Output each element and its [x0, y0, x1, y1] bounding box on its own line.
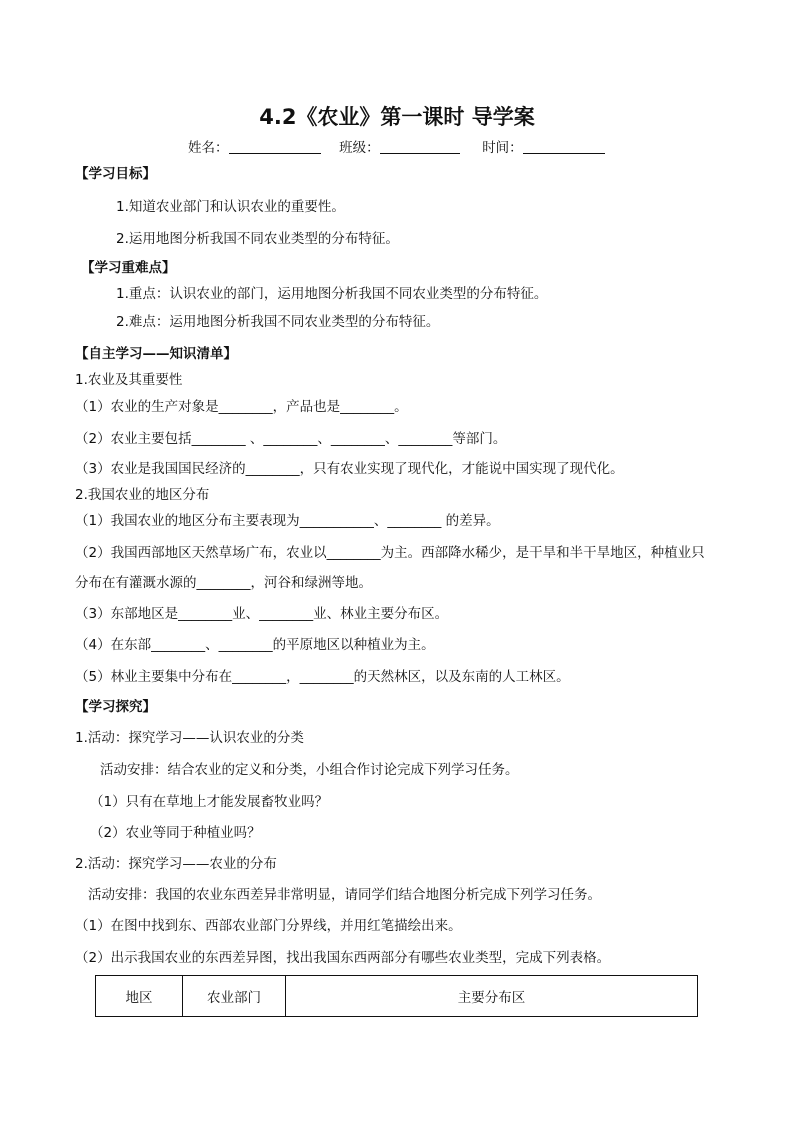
fill-blank-question: （3）东部地区是________业、________业、林业主要分布区。	[75, 606, 449, 622]
fill-blank-question: （3）农业是我国国民经济的________，只有农业实现了现代化，才能说中国实现了现代化。	[75, 461, 624, 477]
name-blank[interactable]	[229, 139, 321, 154]
table-header-row	[96, 976, 698, 1017]
activity-question: （2）出示我国农业的东西差异图，找出我国东西两部分有哪些农业类型，完成下列表格。	[75, 950, 611, 966]
activity-plan: 活动安排：我国的农业东西差异非常明显，请同学们结合地图分析完成下列学习任务。	[88, 887, 601, 903]
fill-blank-question: （1）农业的生产对象是________，产品也是________。	[75, 399, 408, 415]
key-points-header: 【学习重难点】	[81, 260, 176, 276]
class-label: 班级：	[339, 140, 380, 156]
time-blank[interactable]	[523, 139, 605, 154]
explore-header: 【学习探究】	[75, 699, 156, 715]
activity-title: 2.活动：探究学习——农业的分布	[75, 856, 277, 872]
section-heading: 2.我国农业的地区分布	[75, 487, 210, 503]
fill-blank-question: （2）农业主要包括________ 、________、________、________等部门。	[75, 431, 507, 447]
fill-blank-question: （4）在东部________、________的平原地区以种植业为主。	[75, 637, 435, 653]
activity-question: （1）只有在草地上才能发展畜牧业吗？	[90, 794, 329, 810]
goal-item: 1.知道农业部门和认识农业的重要性。	[116, 199, 345, 215]
student-info-row	[188, 139, 605, 157]
table-header-cell: 地区	[96, 976, 183, 1017]
fill-blank-question: （2）我国西部地区天然草场广布，农业以________为主。西部降水稀少，是干旱和半干旱地区，种植业只	[75, 545, 705, 561]
goal-item: 2.运用地图分析我国不同农业类型的分布特征。	[116, 231, 399, 247]
distribution-table	[95, 975, 698, 1017]
section-heading: 1.农业及其重要性	[75, 372, 183, 388]
table-header-cell: 主要分布区	[286, 976, 698, 1017]
class-blank[interactable]	[380, 139, 460, 154]
activity-plan: 活动安排：结合农业的定义和分类，小组合作讨论完成下列学习任务。	[100, 762, 519, 778]
key-point-item: 1.重点：认识农业的部门，运用地图分析我国不同农业类型的分布特征。	[116, 286, 548, 302]
key-point-item: 2.难点：运用地图分析我国不同农业类型的分布特征。	[116, 314, 440, 330]
activity-title: 1.活动：探究学习——认识农业的分类	[75, 730, 304, 746]
goals-header: 【学习目标】	[75, 166, 156, 182]
activity-question: （1）在图中找到东、西部农业部门分界线，并用红笔描绘出来。	[75, 918, 462, 934]
self-study-header: 【自主学习——知识清单】	[75, 346, 237, 362]
name-label: 姓名：	[188, 140, 229, 156]
activity-question: （2）农业等同于种植业吗？	[90, 825, 261, 841]
page-title: 4.2《农业》第一课时 导学案	[259, 105, 535, 129]
fill-blank-question: （1）我国农业的地区分布主要表现为___________、________ 的差异。	[75, 513, 500, 529]
time-label: 时间：	[482, 140, 523, 156]
fill-blank-question-cont: 分布在有灌溉水源的________，河谷和绿洲等地。	[75, 575, 372, 591]
table-header-cell: 农业部门	[183, 976, 286, 1017]
fill-blank-question: （5）林业主要集中分布在________，________的天然林区，以及东南的人工林区。	[75, 669, 570, 685]
